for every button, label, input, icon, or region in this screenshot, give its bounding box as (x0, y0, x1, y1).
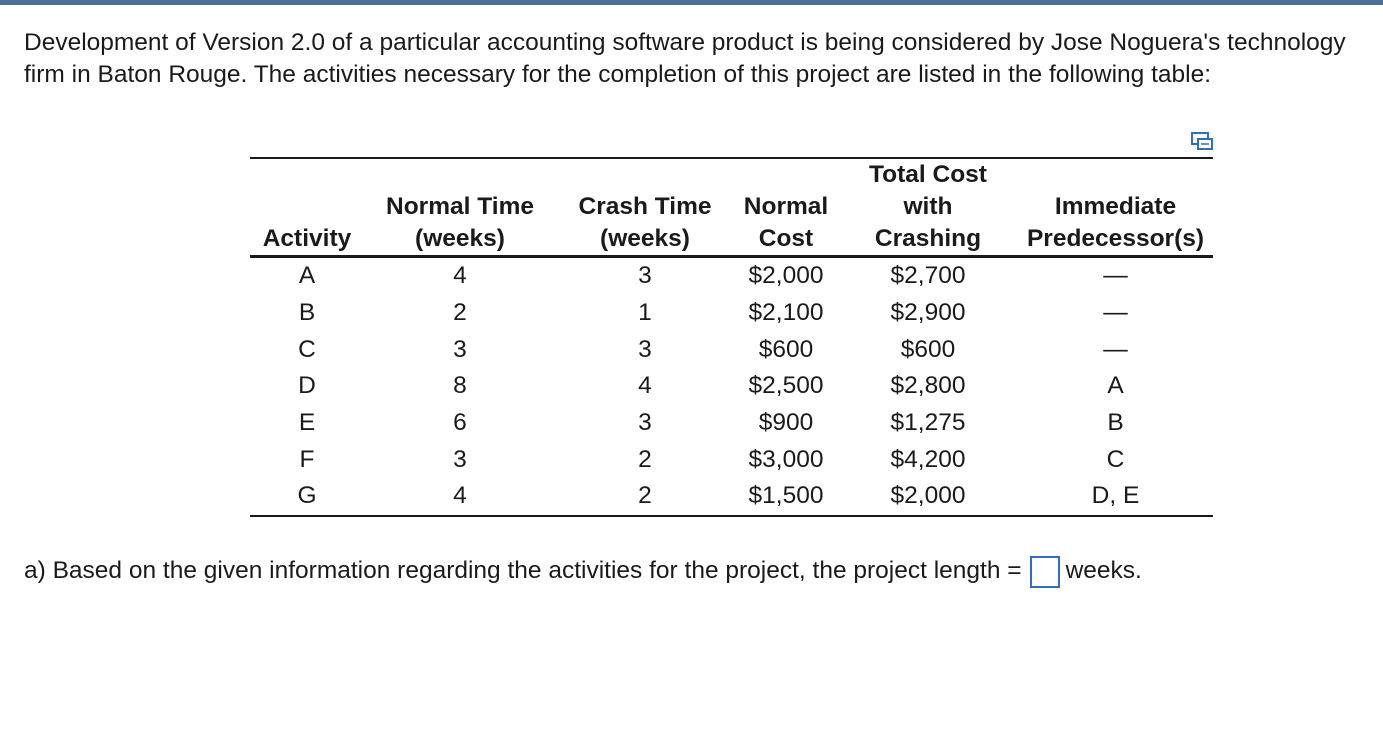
cell-activity: A (298, 262, 316, 290)
cell-predecessors: — (1103, 262, 1128, 290)
cell-normal-time: 2 (453, 299, 467, 327)
table-row (250, 257, 1213, 295)
cell-normal-time: 3 (453, 335, 467, 363)
cell-crash-time: 3 (638, 262, 652, 290)
cell-activity: B (298, 299, 316, 327)
cell-crash-time: 1 (638, 299, 652, 327)
top-accent-bar (0, 0, 1383, 5)
cell-activity: G (250, 478, 364, 516)
header-total-cost-line2: with (903, 193, 953, 220)
cell-total-cost: $2,800 (890, 372, 966, 400)
cell-normal-cost: $600 (758, 335, 814, 363)
header-predecessors-line1: Immediate (1054, 193, 1177, 220)
activity-table (250, 157, 1213, 517)
header-normal-time-line2: (weeks) (415, 225, 505, 252)
question-a (24, 553, 1142, 589)
cell-total-cost: $2,000 (838, 478, 1018, 516)
table-row (250, 295, 1213, 332)
table-header-row (250, 158, 1213, 257)
cell-activity: C (298, 335, 316, 363)
cell-total-cost: $1,275 (890, 409, 966, 437)
header-predecessors (1018, 158, 1213, 257)
cell-normal-cost: $900 (758, 409, 814, 437)
header-predecessors-line2: Predecessor(s) (1026, 225, 1205, 252)
copy-table-icon[interactable] (1190, 131, 1214, 153)
cell-total-cost: $4,200 (890, 445, 966, 473)
table-row (250, 441, 1213, 478)
cell-normal-cost: $1,500 (734, 478, 838, 516)
cell-normal-time: 4 (453, 262, 467, 290)
problem-intro-text: Development of Version 2.0 of a particular accounting software product is being considered by Jose Noguera's technology firm in Baton Rouge. The activities necessary for the completion of this project are listed in the following table: (24, 29, 1346, 88)
header-crash-time (556, 158, 734, 257)
cell-normal-cost: $2,500 (748, 372, 824, 400)
header-normal-cost-line1: Normal (743, 193, 829, 220)
cell-activity: D (298, 372, 316, 400)
cell-predecessors: D, E (1018, 478, 1213, 516)
cell-total-cost: $2,900 (890, 299, 966, 327)
cell-crash-time: 2 (556, 478, 734, 516)
cell-normal-time: 4 (364, 478, 556, 516)
header-normal-time (364, 158, 556, 257)
cell-normal-cost: $2,100 (748, 299, 824, 327)
cell-predecessors: B (1107, 409, 1124, 437)
table-body (250, 257, 1213, 516)
cell-crash-time: 3 (638, 335, 652, 363)
header-normal-time-line1: Normal Time (386, 193, 534, 220)
cell-crash-time: 4 (638, 372, 652, 400)
table-row (250, 405, 1213, 442)
table-row (250, 478, 1213, 516)
header-normal-cost-line2: Cost (758, 225, 814, 252)
cell-normal-time: 3 (453, 445, 467, 473)
header-total-cost-line3: Crashing (874, 225, 982, 252)
cell-normal-time: 8 (453, 372, 467, 400)
question-a-unit: weeks. (1065, 557, 1142, 584)
cell-predecessors: — (1103, 299, 1128, 327)
cell-crash-time: 2 (638, 445, 652, 473)
table-row (250, 331, 1213, 368)
cell-predecessors: — (1103, 335, 1128, 363)
cell-normal-cost: $3,000 (748, 445, 824, 473)
cell-predecessors: A (1107, 372, 1124, 400)
cell-normal-time: 6 (453, 409, 467, 437)
question-a-prompt: a) Based on the given information regarding the activities for the project, the project length = (24, 557, 1022, 584)
cell-crash-time: 3 (638, 409, 652, 437)
header-total-cost (838, 158, 1018, 257)
project-length-answer-input[interactable] (1030, 556, 1060, 588)
cell-activity: E (298, 409, 316, 437)
cell-total-cost: $2,700 (890, 262, 966, 290)
header-crash-time-line2: (weeks) (600, 225, 690, 252)
header-crash-time-line1: Crash Time (578, 193, 712, 220)
header-activity-line1: Activity (262, 225, 352, 252)
header-normal-cost (734, 158, 838, 257)
cell-activity: F (299, 445, 315, 473)
cell-normal-cost: $2,000 (748, 262, 824, 290)
header-activity (250, 158, 364, 257)
cell-total-cost: $600 (900, 335, 956, 363)
table-row (250, 368, 1213, 405)
cell-predecessors: C (1106, 445, 1125, 473)
header-total-cost-line1: Total Cost (869, 161, 987, 188)
